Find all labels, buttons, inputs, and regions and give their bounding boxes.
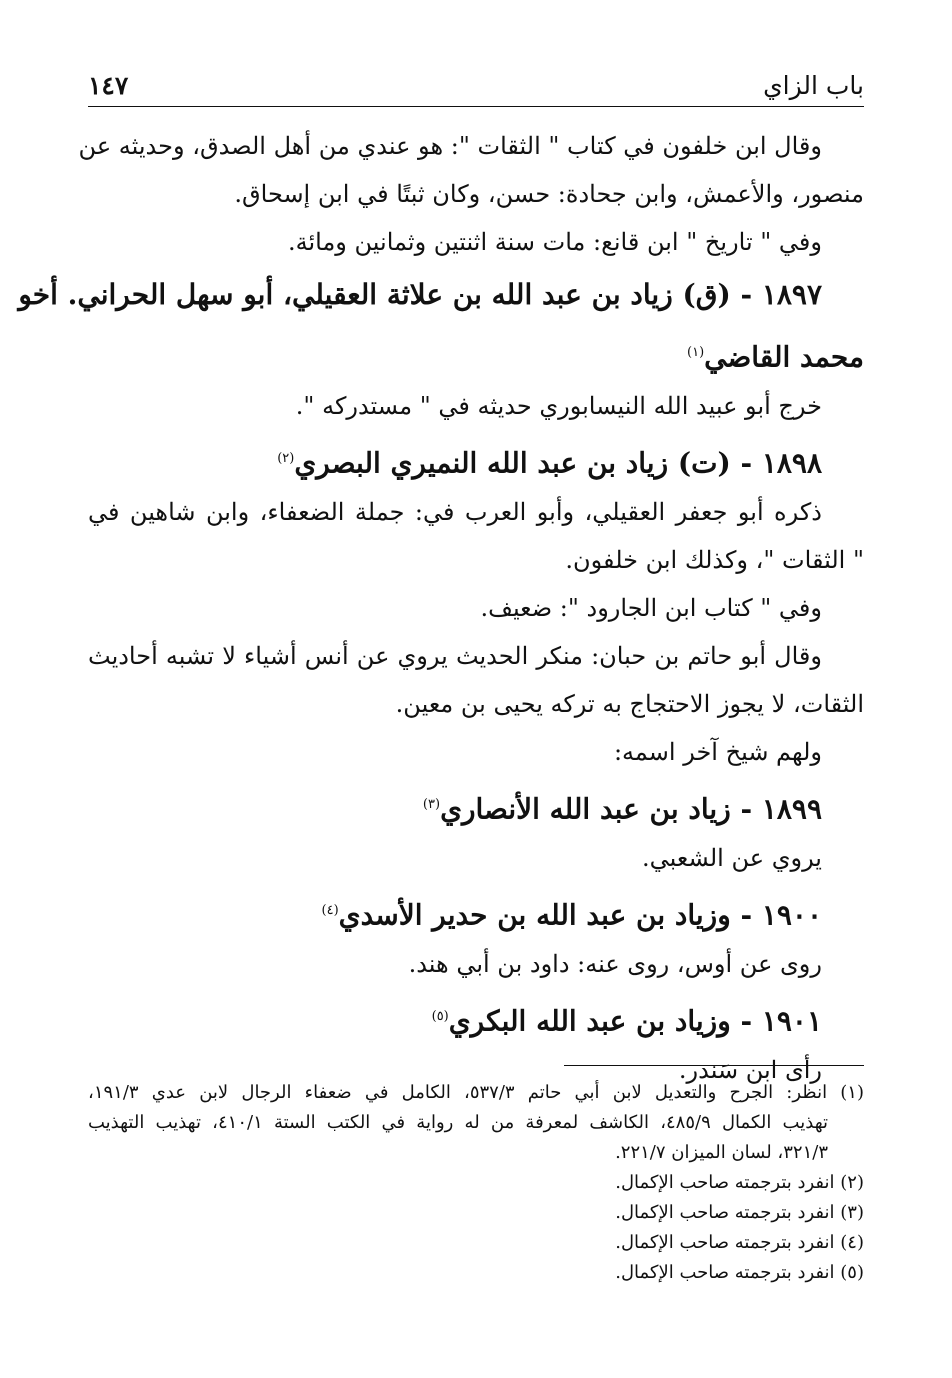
line-text: محمد القاضي <box>704 340 864 374</box>
text-line <box>88 728 864 776</box>
text-line <box>88 680 864 728</box>
line-text: ولهم شيخ آخر اسمه: <box>613 738 822 766</box>
entry-heading <box>88 988 864 1046</box>
main-text <box>18 122 864 1094</box>
text-line <box>88 536 864 584</box>
footnote-marker[interactable]: (١) <box>687 345 705 360</box>
entry-heading <box>88 882 864 940</box>
line-text: روى عن أوس، روى عنه: داود بن أبي هند. <box>408 950 822 978</box>
line-text: رأى ابن سَندر. <box>678 1056 822 1084</box>
footnotes <box>88 1078 864 1288</box>
line-text: وفي " كتاب ابن الجارود ": ضعيف. <box>480 594 822 622</box>
footnote-separator <box>564 1065 864 1066</box>
text-line <box>88 940 864 988</box>
text-line <box>88 170 864 218</box>
text-line <box>88 632 864 680</box>
text-line <box>78 122 864 170</box>
text-line <box>88 382 864 430</box>
page-number: ١٤٧ <box>88 71 129 100</box>
footnote-line: (١) انظر: الجرح والتعديل لابن أبي حاتم ٥٣٧/٣، الكامل في ضعفاء الرجال لابن عدي ١٩١/٣، <box>88 1082 864 1103</box>
chapter-title: باب الزاي <box>763 71 864 100</box>
footnote-line: (٢) انفرد بترجمته صاحب الإكمال. <box>615 1172 864 1193</box>
line-text: ١٨٩٩ - زياد بن عبد الله الأنصاري <box>440 792 822 826</box>
line-text: ١٨٩٧ - (ق) زياد بن عبد الله بن علاثة العقيلي، أبو سهل الحراني. أخو <box>18 278 822 311</box>
line-text: ١٩٠١ - وزياد بن عبد الله البكري <box>448 1004 822 1038</box>
line-text: ١٨٩٨ - (ت) زياد بن عبد الله النميري البصري <box>294 446 822 480</box>
line-text: منصور، والأعمش، وابن جحادة: حسن، وكان ثبتًا في ابن إسحاق. <box>234 180 864 208</box>
text-line <box>88 488 864 536</box>
line-text: ١٩٠٠ - وزياد بن عبد الله بن حدير الأسدي <box>338 898 822 932</box>
entry-heading <box>18 266 864 324</box>
page-header <box>88 62 864 107</box>
entry-heading <box>88 776 864 834</box>
footnote-line: تهذيب الكمال ٤٨٥/٩، الكاشف لمعرفة من له رواية في الكتب الستة ٤١٠/١، تهذيب التهذيب <box>88 1112 828 1133</box>
entry-heading <box>88 430 864 488</box>
footnote-marker[interactable]: (٤) <box>321 903 339 918</box>
text-line <box>88 834 864 882</box>
entry-heading <box>88 324 864 382</box>
text-line <box>88 218 864 266</box>
footnote-line: ٣٢١/٣، لسان الميزان ٢٢١/٧. <box>615 1142 828 1163</box>
line-text: وفي " تاريخ " ابن قانع: مات سنة اثنتين وثمانين ومائة. <box>287 228 822 256</box>
line-text: وقال ابن خلفون في كتاب " الثقات ": هو عندي من أهل الصدق، وحديثه عن <box>78 132 822 160</box>
footnote-line: (٥) انفرد بترجمته صاحب الإكمال. <box>615 1262 864 1283</box>
footnote-marker[interactable]: (٢) <box>277 451 295 466</box>
footnote-marker[interactable]: (٣) <box>422 797 441 812</box>
line-text: ذكره أبو جعفر العقيلي، وأبو العرب في: جملة الضعفاء، وابن شاهين في <box>88 498 822 526</box>
line-text: " الثقات "، وكذلك ابن خلفون. <box>565 546 864 574</box>
line-text: خرج أبو عبيد الله النيسابوري حديثه في " مستدركه ". <box>295 392 822 420</box>
line-text: الثقات، لا يجوز الاحتجاج به تركه يحيى بن معين. <box>395 690 864 718</box>
footnote-line: (٣) انفرد بترجمته صاحب الإكمال. <box>615 1202 864 1223</box>
text-line <box>88 584 864 632</box>
footnote-line: (٤) انفرد بترجمته صاحب الإكمال. <box>615 1232 864 1253</box>
footnote-marker[interactable]: (٥) <box>431 1009 449 1024</box>
line-text: وقال أبو حاتم بن حبان: منكر الحديث يروي عن أنس أشياء لا تشبه أحاديث <box>88 642 822 670</box>
line-text: يروي عن الشعبي. <box>642 844 822 872</box>
